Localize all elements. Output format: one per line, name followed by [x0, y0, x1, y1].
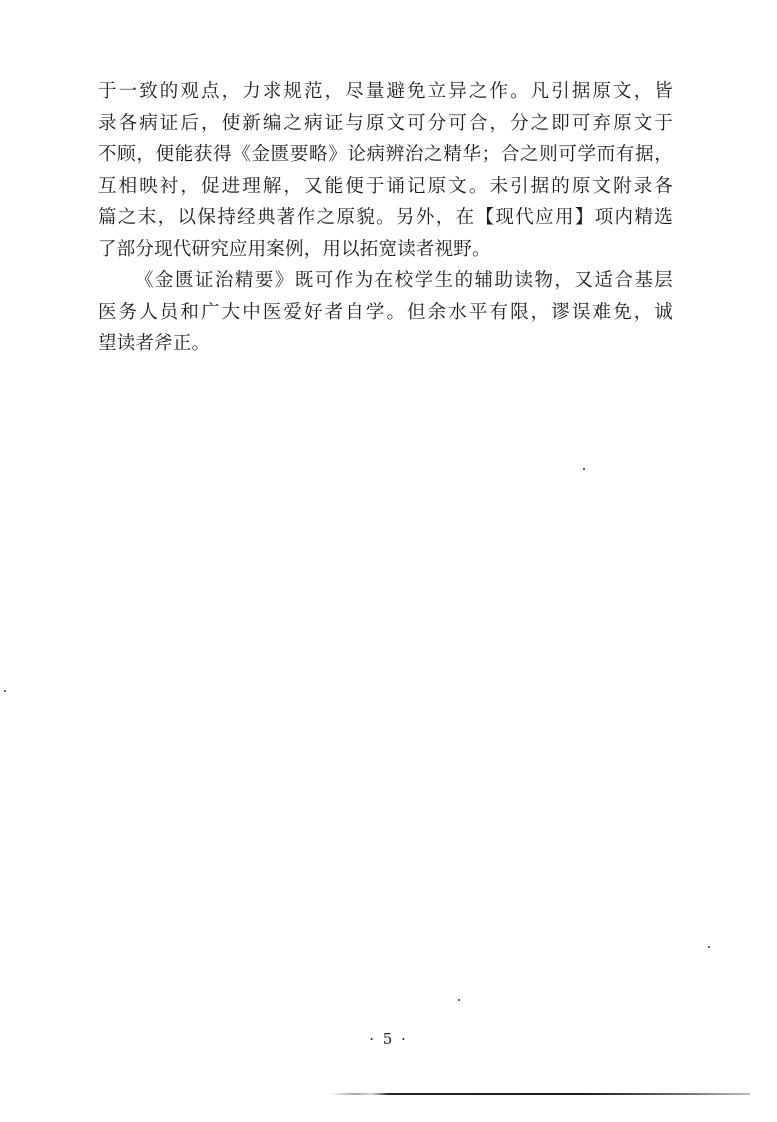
scan-speck: [458, 999, 460, 1001]
bottom-rule: [330, 1093, 750, 1095]
body-text: [98, 76, 673, 360]
scan-speck: [708, 946, 710, 948]
scan-speck: [4, 690, 6, 692]
text-line: 望读者斧正。: [98, 333, 211, 354]
text-line: 录各病证后，使新编之病证与原文可分可合，分之即可弃原文于: [98, 112, 673, 134]
text-line: 《金匮证治精要》既可作为在校学生的辅助读物，又适合基层: [135, 270, 673, 291]
text-line: 医务人员和广大中医爱好者自学。但余水平有限，谬误难免，诚: [98, 301, 673, 323]
scan-speck: [583, 468, 585, 470]
paragraph-2: [98, 265, 673, 360]
text-line: 互相映衬，促进理解，又能便于诵记原文。未引据的原文附录各: [98, 175, 673, 197]
text-line: 不顾，便能获得《金匮要略》论病辨治之精华；合之则可学而有据，: [98, 144, 673, 165]
text-line: 了部分现代研究应用案例，用以拓宽读者视野。: [98, 238, 491, 260]
text-line: 于一致的观点，力求规范，尽量避免立异之作。凡引据原文，皆: [98, 81, 673, 102]
text-line: 篇之末，以保持经典著作之原貌。另外，在【现代应用】项内精选: [98, 207, 673, 228]
page-number: · 5 ·: [369, 1030, 408, 1048]
paragraph-1: [98, 76, 673, 265]
